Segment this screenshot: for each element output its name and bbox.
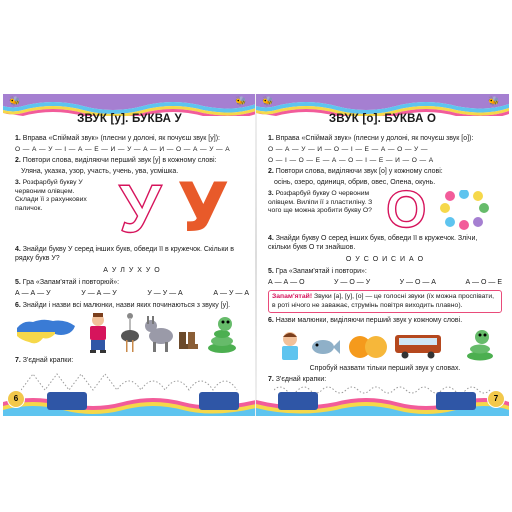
snake-icon — [464, 327, 496, 361]
memory-sequence: У — У — А — [147, 290, 183, 297]
left-page — [3, 94, 256, 416]
task-text: Знайди і назви всі малюнки, назви яких починаються з звуку [у]. — [22, 302, 231, 309]
task-3 — [15, 179, 95, 213]
letter-row: А У Л У Х У О — [103, 267, 161, 274]
task-text: Гра «Запам'ятай і повтори»: — [275, 268, 367, 275]
task-text: Знайди букву О серед інших букв, обведи її в кружечок. Злічи, скільки букв О ти знайшов. — [268, 235, 478, 251]
task-2 — [268, 167, 502, 176]
big-letter-o-outline: О — [386, 181, 427, 239]
memory-sequences — [268, 278, 502, 287]
train-icon — [278, 392, 318, 410]
page-number: 7 — [487, 390, 505, 408]
task-number: 4. — [268, 235, 274, 242]
task-6 — [268, 316, 502, 325]
donkey-icon — [143, 316, 175, 354]
bee-icon: 🐝 — [9, 96, 21, 106]
bee-icon: 🐝 — [488, 96, 500, 106]
page-title: ЗВУК [о]. БУКВА О — [328, 113, 437, 125]
remember-label: Запам'ятай! — [272, 293, 313, 300]
sound-sequence: О — І — О — Е — А — О — І — Е — И — О — А — [268, 157, 434, 164]
picture-hint: Спробуй назвати тільки перший звук у словах. — [309, 365, 461, 372]
memory-sequence: А — О — Е — [465, 279, 502, 286]
task-text: Розфарбуй букву О червоним олівцем. Виліпи її з пластиліну. З чого ще можна зробити букву О? — [268, 190, 373, 214]
remember-text: Звуки [а], [у], [о] — це голосні звуки (їх можна проспівати, в роті нічого не заважає, струмінь повітря виходить плавно). — [272, 293, 495, 309]
bee-icon: 🐝 — [262, 96, 274, 106]
memory-sequence: А — У — А — [213, 290, 249, 297]
train-icon — [199, 392, 239, 410]
task-1 — [15, 134, 249, 143]
task-number: 5. — [268, 268, 274, 275]
memory-sequence: У — О — А — [399, 279, 436, 286]
task-text: Вправа «Спіймай звук» (плесни у долоні, як почуєш звук [у]): — [22, 135, 220, 142]
task-number: 4. — [15, 246, 21, 253]
task-number: 2. — [15, 157, 21, 164]
right-content — [268, 134, 502, 386]
bus-icon — [394, 333, 442, 359]
word-list: Уляна, указка, узор, участь, учень, ува, усмішка. — [21, 168, 179, 175]
boy-icon — [278, 331, 302, 361]
picture-row — [268, 327, 502, 361]
task-number: 7. — [15, 357, 21, 364]
sound-sequence: О — А — У — И — О — І — Е — А — О — У — — [268, 146, 428, 153]
task-1 — [268, 134, 502, 143]
letter-row: О У С О И С И А О — [345, 256, 425, 263]
memory-sequence: А — А — О — [268, 279, 305, 286]
memory-sequence: А — А — У — [15, 290, 51, 297]
task-4 — [268, 234, 502, 252]
picture-row — [15, 312, 249, 354]
oranges-icon — [348, 333, 388, 359]
task-6 — [15, 301, 249, 310]
page-title: ЗВУК [у]. БУКВА У — [77, 113, 182, 125]
task-text: З'єднай крапки: — [275, 376, 327, 383]
remember-box — [268, 290, 502, 313]
fish-icon — [310, 337, 340, 357]
task-7 — [15, 356, 249, 365]
big-letter-u-outline: У — [119, 171, 162, 247]
task-text: Повтори слова, виділяючи перший звук [у] в кожному слові: — [22, 157, 217, 164]
snake-icon — [205, 314, 239, 354]
task-number: 2. — [268, 168, 274, 175]
boots-icon — [177, 330, 199, 350]
task-text: Назви малюнки, виділяючи перший звук у кожному слові. — [275, 317, 463, 324]
train-icon — [436, 392, 476, 410]
train-icon — [47, 392, 87, 410]
book-spread — [3, 94, 509, 416]
word-list: осінь, озеро, одиниця, обрив, овес, Олена, окунь. — [274, 179, 436, 186]
ostrich-icon — [119, 312, 141, 354]
task-number: 5. — [15, 279, 21, 286]
task-2 — [15, 156, 249, 165]
task-number: 3. — [268, 190, 274, 197]
page-number: 6 — [7, 390, 25, 408]
task-number: 6. — [268, 317, 274, 324]
task-number: 3. — [15, 179, 21, 186]
task-text: Повтори слова, виділяючи звук [о] у кожному слові: — [275, 168, 443, 175]
plasticine-letter-o-icon — [440, 190, 490, 230]
task-number: 1. — [15, 135, 21, 142]
task-number: 1. — [268, 135, 274, 142]
task-5 — [268, 267, 502, 276]
task-text: Гра «Запам'ятай і повторюй»: — [22, 279, 120, 286]
task-5 — [15, 278, 249, 287]
memory-sequences — [15, 289, 249, 298]
right-page — [256, 94, 509, 416]
ukraine-map-icon — [15, 316, 77, 348]
bee-icon: 🐝 — [235, 96, 247, 106]
task-number: 6. — [15, 302, 21, 309]
task-text: Вправа «Спіймай звук» (плесни у долоні, як почуєш звук [о]): — [275, 135, 474, 142]
big-letter-u-sticks: У — [177, 169, 230, 248]
task-3 — [268, 190, 380, 216]
task-number: 7. — [268, 376, 274, 383]
memory-sequence: У — О — У — [334, 279, 371, 286]
cossack-icon — [83, 312, 113, 354]
sound-sequence: О — А — У — І — А — Е — И — У — А — И — О — А — У — А — [15, 146, 231, 153]
left-content — [15, 134, 249, 367]
task-text: Розфарбуй букву У червоним олівцем. Склади її з рахункових паличок. — [15, 179, 87, 212]
memory-sequence: У — А — У — [81, 290, 117, 297]
task-text: З'єднай крапки: — [22, 357, 74, 364]
task-text: Знайди букву У серед інших букв, обведи її в кружечок. Скільки в рядку букв У? — [15, 246, 234, 262]
task-7 — [268, 375, 502, 384]
